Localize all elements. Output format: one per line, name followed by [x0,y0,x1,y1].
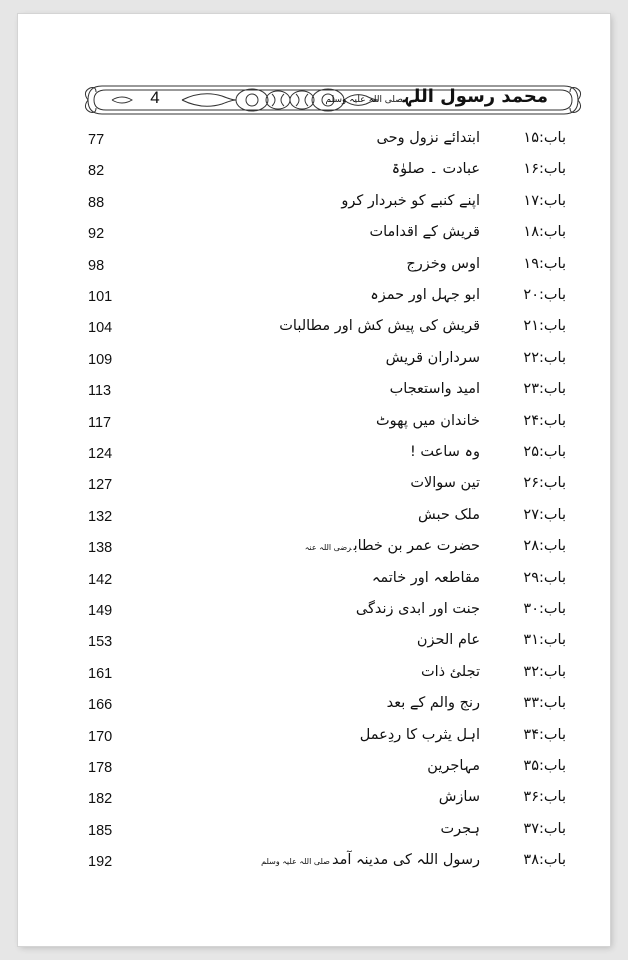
page-number: 4 [150,88,160,107]
toc-chapter-number: باب:۳۶ [523,789,566,806]
toc-row [18,159,610,189]
toc-row [18,222,610,252]
toc-chapter-number: باب:۱۹ [523,255,566,272]
toc-title-text: رنج والم کے بعد [386,695,480,712]
toc-title-text: اوس وخزرج [406,255,480,272]
toc-row [18,787,610,817]
toc-title-text: عبادت ۔ صلوٰۃ [391,161,480,178]
toc-chapter-title [180,161,480,177]
toc-title-text: ملک حبش [418,506,480,523]
toc-chapter-number: باب:۱۵ [523,130,566,146]
toc-chapter-title [180,475,480,491]
toc-title-text: ہجرت [440,820,480,837]
toc-honorific: صلی اللہ علیہ وسلم [261,857,330,867]
toc-chapter-number: باب:۲۶ [523,475,566,492]
toc-chapter-title [180,444,480,460]
toc-page-number: 124 [88,446,113,462]
toc-row [18,725,610,755]
toc-page-number: 192 [88,854,113,871]
toc-title-text: ابتدائے نزول وحی [376,130,480,146]
toc-title-text: قریش کی پیش کش اور مطالبات [279,318,480,335]
toc-title-text: مہاجرین [427,758,480,774]
toc-row [18,191,610,221]
toc-row [18,662,610,692]
toc-title-text: وہ ساعت ! [410,444,480,460]
toc-row [18,693,610,723]
toc-chapter-title [180,224,480,240]
toc-title-text: ابو جہل اور حمزہ [370,287,480,303]
toc-chapter-number: باب:۲۸ [523,538,566,555]
toc-row [18,379,610,409]
toc-chapter-number: باب:۱۷ [523,192,566,209]
toc-row [18,850,610,880]
toc-page-number: 166 [88,697,113,714]
toc-row [18,473,610,503]
toc-chapter-number: باب:۲۹ [523,569,566,586]
toc-chapter-number: باب:۳۸ [523,852,566,869]
toc-chapter-title [180,727,480,743]
toc-chapter-title [180,695,480,711]
toc-chapter-title [180,350,480,366]
toc-page-number: 178 [88,760,113,776]
toc-page-number: 117 [88,414,112,431]
toc-row [18,285,610,315]
toc-chapter-title [180,570,480,586]
toc-title-text: مقاطعہ اور خاتمہ [371,569,480,586]
toc-chapter-number: باب:۳۷ [523,820,566,837]
toc-page-number: 98 [88,257,105,274]
toc-title-text: عام الحزن [416,632,480,649]
toc-chapter-number: باب:۳۴ [523,726,566,743]
toc-row [18,756,610,786]
toc-row [18,505,610,535]
toc-row [18,411,610,441]
toc-page-number: 142 [88,571,113,588]
toc-title-text: قریش کے اقدامات [369,224,480,241]
toc-row [18,568,610,598]
toc-chapter-title [180,664,480,680]
toc-page-number: 88 [88,194,105,211]
toc-chapter-number: باب:۲۰ [523,287,566,303]
toc-chapter-title [180,287,480,303]
toc-chapter-title [180,130,480,146]
toc-chapter-title [180,758,480,774]
toc-chapter-number: باب:۲۴ [523,412,566,429]
toc-page-number: 149 [88,603,113,619]
toc-page-number: 138 [88,540,113,557]
book-page [18,14,610,946]
toc-page-number: 113 [88,383,112,400]
toc-page-number: 82 [88,163,105,180]
toc-row [18,128,610,158]
toc-chapter-title [180,507,480,523]
toc-honorific: رضی اللہ عنہ [304,543,352,553]
toc-title-text: سرداران قریش [385,349,480,366]
toc-row [18,599,610,629]
toc-page-number: 109 [88,351,113,368]
toc-page-number: 161 [88,665,113,682]
toc-chapter-title [180,538,480,554]
toc-title-text: جنت اور ابدی زندگی [355,601,480,617]
toc-row [18,254,610,284]
toc-chapter-number: باب:۲۲ [523,349,566,366]
toc-title-text: اپنے کنبے کو خبردار کرو [341,192,480,209]
toc-chapter-number: باب:۳۲ [523,663,566,680]
toc-chapter-title [180,413,480,429]
toc-chapter-number: باب:۳۳ [523,695,566,712]
toc-title-text: تین سوالات [410,475,480,492]
toc-chapter-title [180,256,480,272]
toc-page-number: 104 [88,320,113,337]
toc-chapter-title [180,318,480,334]
toc-title-text: سازش [438,789,480,806]
toc-title-text: رسول اللہ کی مدینہ آمد [331,852,480,869]
toc-title-text: خاندان میں پھوٹ [376,412,480,429]
book-title: محمد رسول اللہ [403,86,548,107]
toc-chapter-title [180,821,480,837]
toc-page-number: 182 [88,791,113,808]
toc-page-number: 92 [88,226,105,243]
toc-row [18,630,610,660]
toc-row [18,536,610,566]
table-of-contents [18,14,610,946]
toc-chapter-number: باب:۲۷ [523,506,566,523]
honorific-mark: صلی اللہ علیہ وسلم [325,95,404,105]
toc-chapter-title [180,601,480,617]
toc-row [18,316,610,346]
toc-page-number: 185 [88,822,113,839]
toc-page-number: 170 [88,728,113,745]
toc-row [18,348,610,378]
toc-chapter-number: باب:۳۵ [523,758,566,774]
toc-chapter-number: باب:۱۸ [523,224,566,241]
toc-chapter-number: باب:۱۶ [523,161,566,178]
toc-page-number: 101 [88,289,113,305]
toc-chapter-number: باب:۲۳ [523,381,566,398]
toc-title-text: امید واستعجاب [389,381,480,398]
toc-chapter-title [180,852,480,868]
toc-chapter-title [180,193,480,209]
toc-page-number: 77 [88,132,105,148]
toc-chapter-title [180,632,480,648]
toc-title-text: تجلئ ذات [420,663,480,680]
toc-title-text: اہل یثرب کا ردِعمل [359,726,480,743]
toc-page-number: 132 [88,508,113,525]
toc-chapter-number: باب:۳۰ [523,601,566,617]
toc-page-number: 127 [88,477,113,494]
toc-page-number: 153 [88,634,113,651]
toc-chapter-number: باب:۲۵ [523,444,566,460]
toc-chapter-title [180,381,480,397]
toc-chapter-number: باب:۳۱ [523,632,566,649]
toc-title-text: حضرت عمر بن خطاب [353,538,480,555]
toc-chapter-number: باب:۲۱ [523,318,566,335]
toc-row [18,819,610,849]
toc-chapter-title [180,789,480,805]
toc-row [18,442,610,472]
